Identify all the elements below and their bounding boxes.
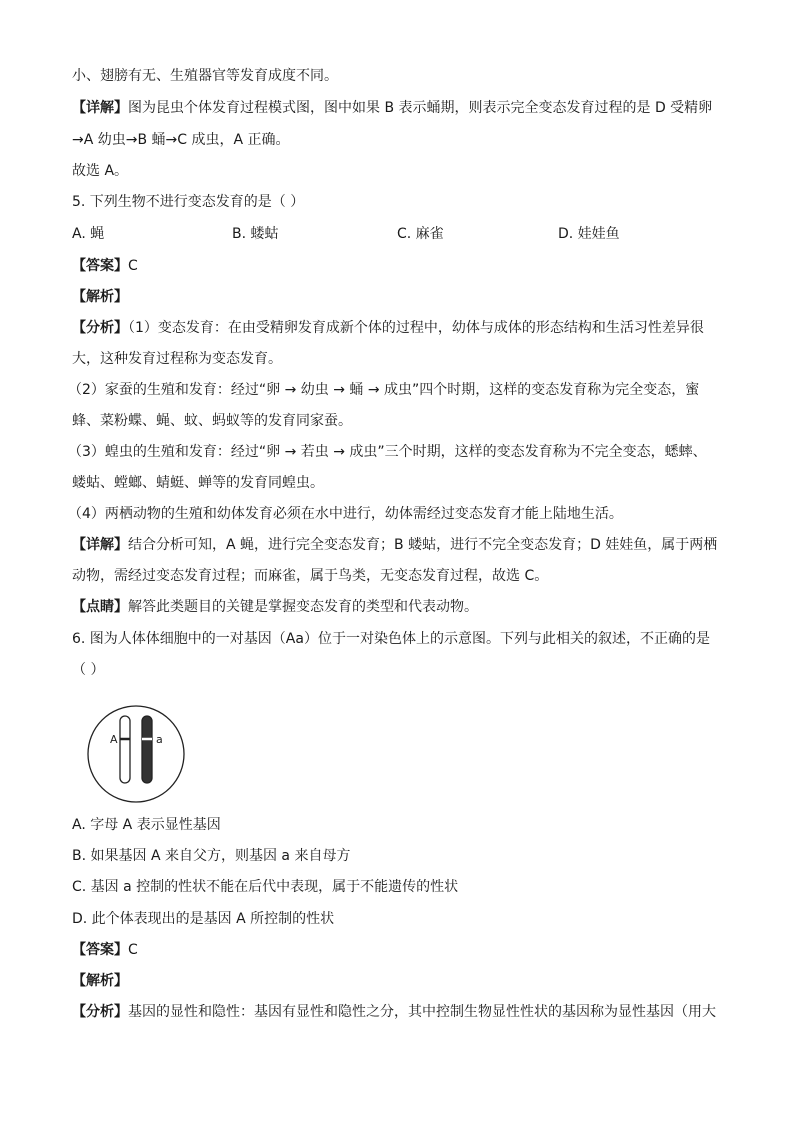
text-line: （2）家蚕的生殖和发育：经过“卵 → 幼虫 → 蛹 → 成虫”四个时期，这样的变态发育称为完全变态，蜜 bbox=[68, 382, 700, 398]
q5-option-a: A. 蝇 bbox=[72, 226, 105, 242]
analysis-paragraph bbox=[72, 318, 704, 338]
q6-option-b: B. 如果基因 A 来自父方，则基因 a 来自母方 bbox=[72, 848, 351, 864]
tip-tag: 【点睛】 bbox=[72, 599, 128, 615]
answer-tag: 【答案】 bbox=[72, 258, 128, 274]
answer-tag: 【答案】 bbox=[72, 942, 128, 958]
answer-value: C bbox=[128, 942, 138, 958]
q5-option-b: B. 蝼蛄 bbox=[232, 226, 279, 242]
q6-option-a: A. 字母 A 表示显性基因 bbox=[72, 817, 221, 833]
text-line: 蝼蛄、螳螂、蜻蜓、蝉等的发育同蝗虫。 bbox=[72, 475, 324, 491]
answer-5 bbox=[72, 256, 138, 276]
q5-options bbox=[72, 224, 732, 244]
label-dominant: A bbox=[110, 733, 118, 746]
q6-option-d: D. 此个体表现出的是基因 A 所控制的性状 bbox=[72, 911, 335, 927]
analysis-heading: 【解析】 bbox=[72, 289, 128, 305]
chromosome-diagram bbox=[84, 702, 188, 806]
text-line: 故选 A。 bbox=[72, 163, 129, 179]
analysis-tag: 【分析】 bbox=[72, 1004, 128, 1020]
cell-outline bbox=[88, 706, 184, 802]
q5-option-c: C. 麻雀 bbox=[397, 226, 444, 242]
question-6-bracket: （ ） bbox=[72, 662, 105, 678]
label-recessive: a bbox=[156, 733, 163, 746]
q6-option-c: C. 基因 a 控制的性状不能在后代中表现，属于不能遗传的性状 bbox=[72, 879, 459, 895]
tip-paragraph bbox=[72, 597, 478, 617]
analysis-text: 基因的显性和隐性：基因有显性和隐性之分，其中控制生物显性性状的基因称为显性基因（用大 bbox=[128, 1004, 716, 1020]
text-line: （4）两栖动物的生殖和幼体发育必须在水中进行，幼体需经过变态发育才能上陆地生活。 bbox=[68, 506, 623, 522]
analysis-heading: 【解析】 bbox=[72, 973, 128, 989]
text-line: 蜂、菜粉蝶、蝇、蚊、蚂蚁等的发育同家蚕。 bbox=[72, 413, 352, 429]
text-line: →A 幼虫→B 蛹→C 成虫，A 正确。 bbox=[72, 132, 290, 148]
answer-value: C bbox=[128, 258, 138, 274]
detail-paragraph bbox=[72, 98, 712, 118]
tip-text: 解答此类题目的关键是掌握变态发育的类型和代表动物。 bbox=[128, 599, 478, 615]
text-line: 小、翅膀有无、生殖器官等发育成度不同。 bbox=[72, 68, 338, 84]
q5-option-d: D. 娃娃鱼 bbox=[558, 226, 620, 242]
question-5: 5. 下列生物不进行变态发育的是（ ） bbox=[72, 194, 305, 210]
detail-text: 结合分析可知，A 蝇，进行完全变态发育；B 蝼蛄，进行不完全变态发育；D 娃娃鱼，属于两栖 bbox=[128, 537, 718, 553]
detail-tag: 【详解】 bbox=[72, 100, 128, 116]
analysis-paragraph bbox=[72, 1002, 716, 1022]
text-line: 大，这种发育过程称为变态发育。 bbox=[72, 351, 282, 367]
analysis-text: （1）变态发育：在由受精卵发育成新个体的过程中，幼体与成体的形态结构和生活习性差异很 bbox=[128, 320, 704, 336]
text-line: （3）蝗虫的生殖和发育：经过“卵 → 若虫 → 成虫”三个时期，这样的变态发育称为不完全变态，蟋蟀、 bbox=[68, 444, 707, 460]
chromosome-white bbox=[120, 716, 130, 783]
text-line: 动物，需经过变态发育过程；而麻雀，属于鸟类，无变态发育过程，故选 C。 bbox=[72, 568, 549, 584]
detail-text: 图为昆虫个体发育过程模式图，图中如果 B 表示蛹期，则表示完全变态发育过程的是 D 受精卵 bbox=[128, 100, 713, 116]
detail-paragraph bbox=[72, 535, 717, 555]
analysis-tag: 【分析】 bbox=[72, 320, 128, 336]
answer-6 bbox=[72, 940, 138, 960]
question-6: 6. 图为人体体细胞中的一对基因（Aa）位于一对染色体上的示意图。下列与此相关的叙述，不正确的是 bbox=[72, 631, 710, 647]
detail-tag: 【详解】 bbox=[72, 537, 128, 553]
chromosome-black bbox=[142, 716, 152, 783]
